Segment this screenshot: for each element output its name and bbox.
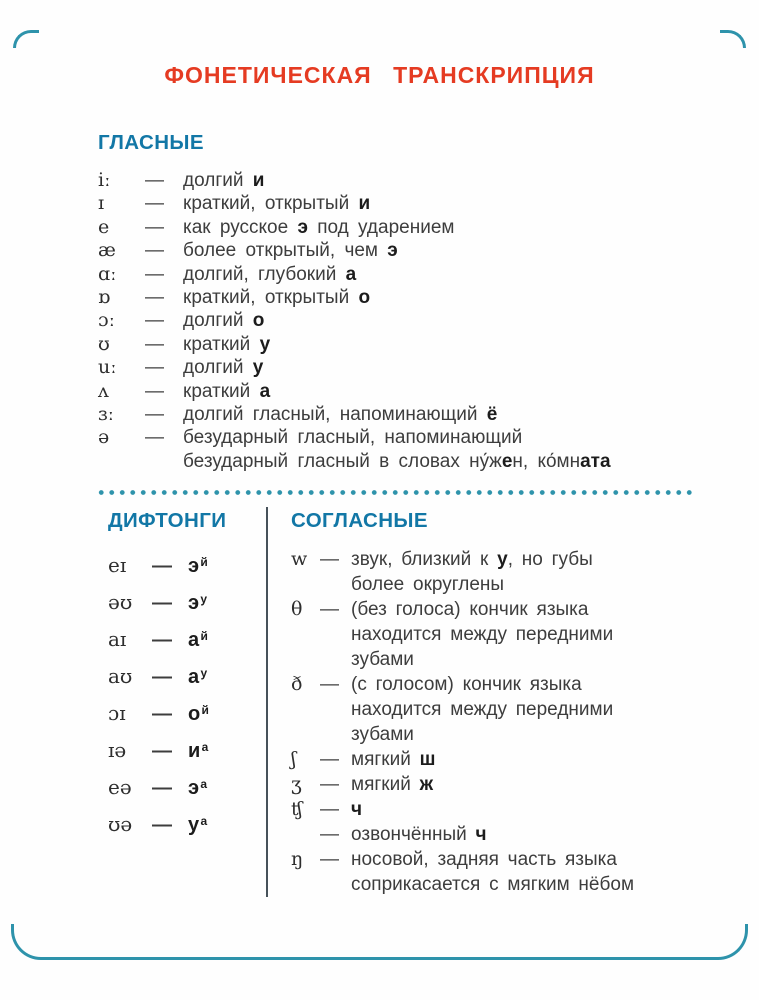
diphthong-row <box>108 590 266 615</box>
consonant-row <box>291 772 703 797</box>
diphthongs-list <box>108 553 266 837</box>
russian-equivalent: $а^у$ <box>188 666 208 689</box>
dash-separator: — <box>320 599 339 621</box>
consonant-description: мягкий ш <box>351 749 436 771</box>
ipa-symbol: eɪ <box>108 553 127 578</box>
dash-separator: — <box>145 404 164 426</box>
vowel-description: долгий у <box>183 357 264 379</box>
dash-separator: — <box>145 357 164 379</box>
ipa-symbol: ɪə <box>108 738 127 763</box>
dash-separator: — <box>145 310 164 332</box>
ipa-symbol: ʧ <box>291 798 303 821</box>
dash-separator: — <box>145 170 164 191</box>
consonants-list <box>291 547 703 897</box>
consonant-description: (без голоса) кончик языка находится между передними зубами <box>351 599 614 671</box>
ipa-symbol: ʃ <box>291 748 297 771</box>
dash-separator: — <box>145 427 164 449</box>
consonant-row <box>291 822 703 847</box>
russian-equivalent: $э^у$ <box>188 592 208 615</box>
consonant-description: звук, близкий к у, но губы более округлены <box>351 549 593 596</box>
frame-top-right-corner <box>720 30 746 48</box>
vowel-description: безударный гласный, напоминающий безударный гласный в словах ну́жен, ко́мната <box>183 427 611 472</box>
vowel-row <box>98 192 719 215</box>
dash-separator: — <box>145 380 164 402</box>
ipa-symbol: ɔɪ <box>108 701 126 726</box>
vowels-list <box>98 169 719 473</box>
russian-equivalent: $и^а$ <box>188 740 209 763</box>
consonant-description: (с голосом) кончик языка находится между передними зубами <box>351 674 614 746</box>
vowel-row <box>98 239 719 262</box>
diphthong-row <box>108 738 266 763</box>
dash-separator: — <box>320 774 339 796</box>
russian-equivalent: $о^й$ <box>188 703 210 726</box>
frame-top-left-corner <box>13 30 39 48</box>
dash-separator: — <box>320 849 339 871</box>
ipa-symbol: aʊ <box>108 664 133 689</box>
dash-separator: — <box>152 629 172 652</box>
consonant-description: озвончённый ч <box>351 824 487 846</box>
dash-separator: — <box>152 703 172 726</box>
dotted-divider <box>96 490 692 495</box>
dash-separator: — <box>152 666 172 689</box>
ipa-symbol: ʒ <box>291 773 302 796</box>
two-column-area <box>98 507 703 897</box>
ipa-symbol: aɪ <box>108 627 127 652</box>
ipa-symbol: uː <box>98 356 117 379</box>
vowel-row <box>98 286 719 309</box>
dash-separator: — <box>145 240 164 262</box>
ipa-symbol: ɑː <box>98 262 117 285</box>
russian-equivalent: $э^й$ <box>188 555 209 578</box>
consonant-row <box>291 672 703 747</box>
diphthong-row <box>108 553 266 578</box>
vowel-description: краткий, открытый и <box>183 193 371 215</box>
vowel-description: долгий и <box>183 170 265 191</box>
ipa-symbol: ɜː <box>98 403 115 426</box>
diphthong-row <box>108 775 266 800</box>
diphthong-row <box>108 701 266 726</box>
vowel-description: краткий, открытый о <box>183 287 371 309</box>
vowel-row <box>98 309 719 332</box>
page-title: ФОНЕТИЧЕСКАЯ ТРАНСКРИПЦИЯ <box>164 62 595 88</box>
russian-equivalent: $у^а$ <box>188 814 208 837</box>
ipa-symbol: ŋ <box>291 848 304 871</box>
ipa-symbol: ʊ <box>98 332 110 355</box>
diphthong-row <box>108 627 266 652</box>
vowel-description: долгий, глубокий а <box>183 263 357 285</box>
ipa-symbol: ə <box>98 426 110 449</box>
consonant-row <box>291 847 703 897</box>
vowels-heading: ГЛАСНЫЕ <box>98 131 204 154</box>
vowel-row <box>98 169 719 192</box>
dash-separator: — <box>145 287 164 309</box>
vowel-row <box>98 333 719 356</box>
vowel-row <box>98 426 719 473</box>
consonant-description: носовой, задняя часть языка соприкасается с мягким нёбом <box>351 849 635 896</box>
ipa-symbol: θ <box>291 598 303 621</box>
diphthong-row <box>108 812 266 837</box>
diphthongs-section <box>98 507 266 897</box>
dash-separator: — <box>152 555 172 578</box>
consonant-row <box>291 597 703 672</box>
dash-separator: — <box>320 799 339 821</box>
ipa-symbol: ɔː <box>98 309 116 332</box>
consonants-heading: СОГЛАСНЫЕ <box>291 509 428 533</box>
vowel-row <box>98 356 719 379</box>
vowel-row <box>98 403 719 426</box>
ipa-symbol: ɪ <box>98 192 105 215</box>
vowel-description: долгий гласный, напоминающий ё <box>183 404 498 426</box>
dash-separator: — <box>152 814 172 837</box>
ipa-symbol: e <box>98 215 110 238</box>
dash-separator: — <box>145 333 164 355</box>
dash-separator: — <box>320 674 339 696</box>
dash-separator: — <box>320 749 339 771</box>
vowel-row <box>98 216 719 239</box>
dash-separator: — <box>145 263 164 285</box>
ipa-symbol: ð <box>291 673 303 696</box>
ipa-symbol: əʊ <box>108 590 133 615</box>
vowel-description: более открытый, чем э <box>183 240 398 262</box>
diphthong-row <box>108 664 266 689</box>
ipa-symbol: eə <box>108 775 132 800</box>
dash-separator: — <box>320 549 339 571</box>
consonant-row <box>291 797 703 822</box>
consonant-row <box>291 747 703 772</box>
consonants-section <box>268 507 703 897</box>
vowel-description: краткий у <box>183 333 271 355</box>
ipa-symbol: æ <box>98 239 116 262</box>
consonant-description: ч <box>351 799 363 821</box>
ipa-symbol: w <box>291 548 308 571</box>
dash-separator: — <box>152 777 172 800</box>
ipa-symbol: ɒ <box>98 286 111 309</box>
ipa-symbol: iː <box>98 169 111 191</box>
dash-separator: — <box>145 193 164 215</box>
vowels-section <box>98 131 719 473</box>
consonant-description: мягкий ж <box>351 774 434 796</box>
vowel-description: долгий о <box>183 310 265 332</box>
vowel-description: как русское э под ударением <box>183 216 455 238</box>
dash-separator: — <box>152 740 172 763</box>
diphthongs-heading: ДИФТОНГИ <box>108 509 227 533</box>
vowel-description: краткий а <box>183 380 271 402</box>
consonant-row <box>291 547 703 597</box>
russian-equivalent: $а^й$ <box>188 629 209 652</box>
vowel-row <box>98 263 719 286</box>
ipa-symbol: ʊə <box>108 812 133 837</box>
dash-separator: — <box>145 216 164 238</box>
vowel-row <box>98 380 719 403</box>
russian-equivalent: $э^а$ <box>188 777 208 800</box>
dash-separator: — <box>152 592 172 615</box>
frame-bottom-border <box>11 924 748 960</box>
dash-separator: — <box>320 824 339 846</box>
ipa-symbol: ʌ <box>98 379 109 402</box>
